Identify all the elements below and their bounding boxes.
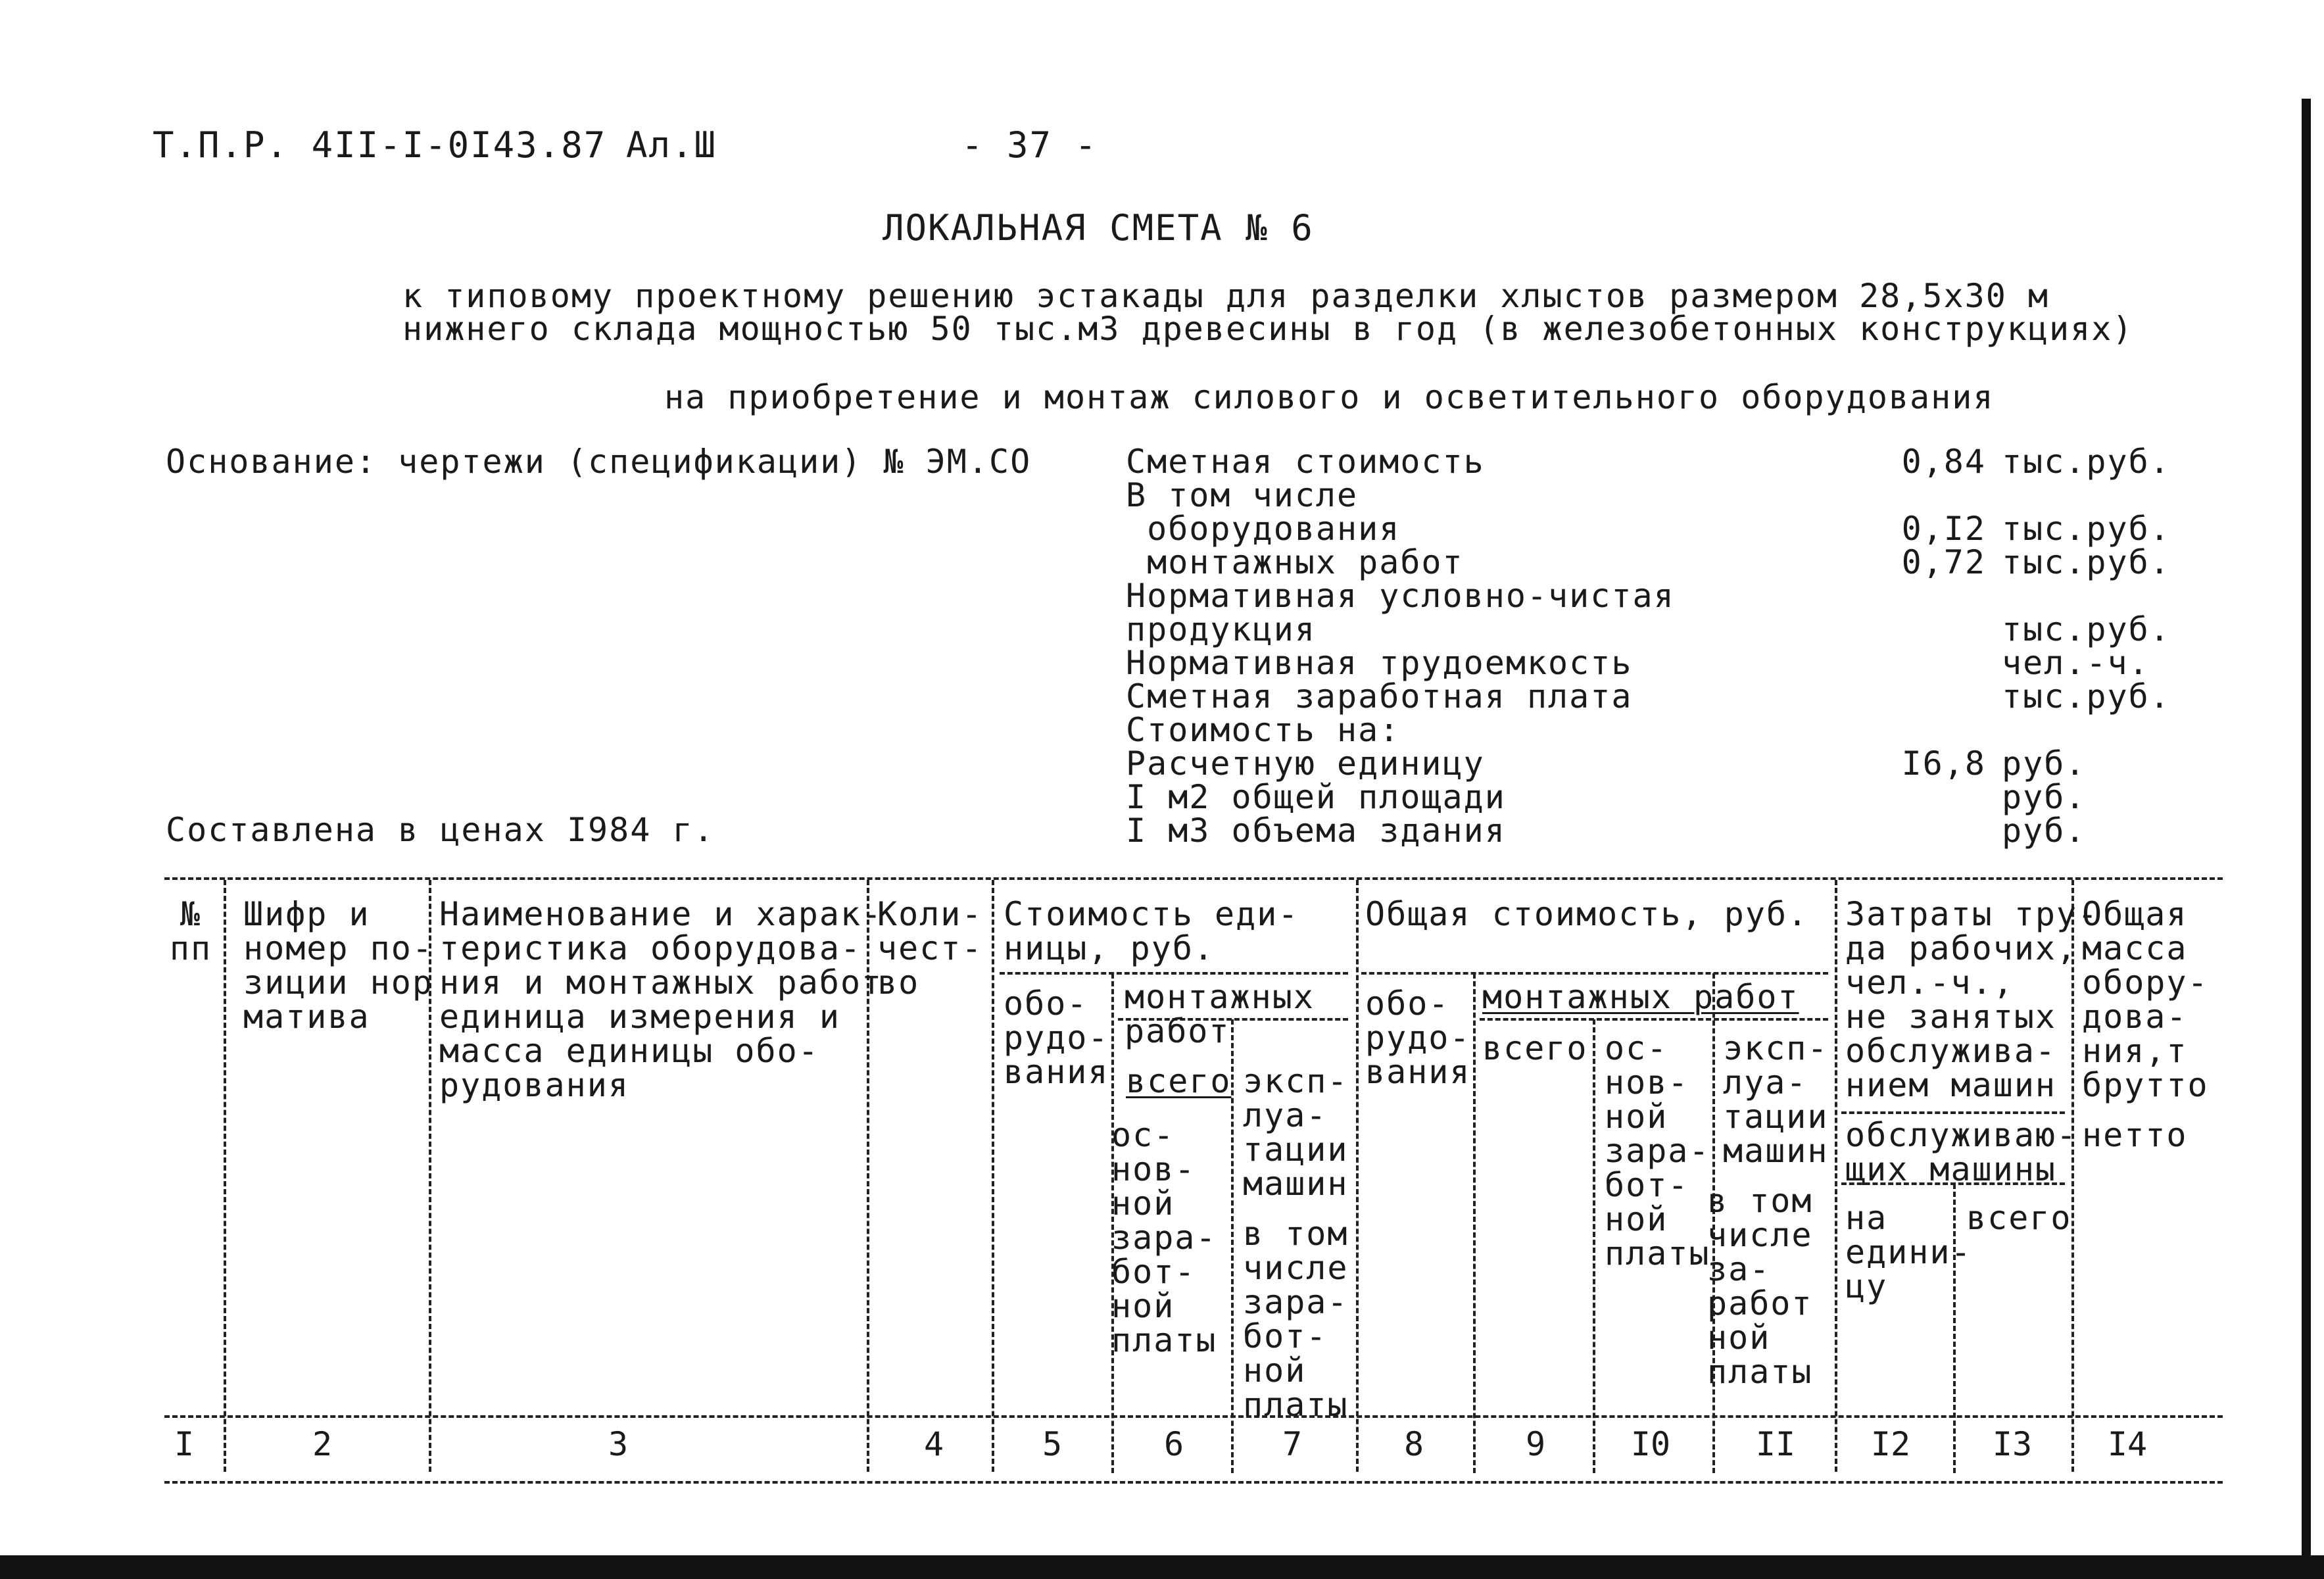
page-right-edge <box>2302 99 2311 1565</box>
col-divider <box>1473 973 1476 1473</box>
group-rule-labor <box>1841 1111 2065 1114</box>
summary-unit: тыс.руб. <box>2002 677 2171 716</box>
album-number: Ал.Ш <box>626 124 717 166</box>
summary-unit: тыс.руб. <box>2002 510 2171 548</box>
summary-unit: тыс.руб. <box>2002 443 2171 481</box>
col-header-12: на едини- цу <box>1845 1199 1972 1305</box>
group-rule-montage-works <box>1480 1018 1828 1021</box>
col-header-6: ос- нов- ной зара- бот- ной платы <box>1111 1116 1217 1359</box>
summary-unit: чел.-ч. <box>2002 644 2150 682</box>
summary-label: Стоимость на: <box>1126 711 1401 749</box>
column-number: II <box>1755 1425 1796 1463</box>
col-divider <box>1593 1019 1595 1473</box>
col-header-labor: Затраты тру- да рабочих, чел.-ч., не занятых обслужива- нием машин <box>1845 895 2099 1104</box>
group-rule-unit-cost <box>1000 972 1348 975</box>
summary-label: Нормативная условно-чистая <box>1126 577 1675 615</box>
summary-value: 0,I2 <box>1901 510 1986 548</box>
column-number: 3 <box>608 1425 629 1463</box>
col-header-8: обо- рудо- вания <box>1365 984 1471 1091</box>
summary-label: Расчетную единицу <box>1126 744 1485 783</box>
column-number: I2 <box>1870 1425 1911 1463</box>
col-divider <box>1356 880 1359 1472</box>
summary-label: Сметная стоимость <box>1126 443 1485 481</box>
col-header-7-sub: в том числе зара- бот- ной платы <box>1243 1215 1349 1424</box>
table-top-rule <box>164 877 2223 880</box>
col-header-14-sub: нетто <box>2082 1116 2188 1154</box>
summary-label: продукция <box>1126 610 1316 648</box>
col-header-6-total: всего <box>1126 1062 1232 1100</box>
summary-label: I м2 общей площади <box>1126 778 1506 816</box>
column-number: 2 <box>312 1425 333 1463</box>
col-header-4: Коли- чест- во <box>877 895 983 1002</box>
basis-text: Основание: чертежи (спецификации) № ЭМ.СО <box>166 443 1032 481</box>
summary-unit: тыс.руб. <box>2002 610 2171 648</box>
col-header-14: Общая масса обору- дова- ния,т брутто <box>2082 895 2209 1104</box>
summary-unit: руб. <box>2002 778 2087 816</box>
document-code: Т.П.Р. 4II-I-0I43.87 <box>153 124 607 166</box>
col-header-2: Шифр и номер по- зиции нор матива <box>243 895 433 1036</box>
group-rule-total-cost <box>1361 972 1828 975</box>
col-header-10: ос- нов- ной зара- бот- ной платы <box>1605 1029 1710 1273</box>
summary-value: 0,84 <box>1901 443 1986 481</box>
summary-label: В том числе <box>1126 476 1359 514</box>
summary-value: I6,8 <box>1901 744 1986 783</box>
page-bottom-edge <box>0 1555 2324 1579</box>
prices-text: Составлена в ценах I984 г. <box>166 811 715 849</box>
col-header-montage-group: монтажных работ <box>1125 978 1315 1050</box>
column-number: 7 <box>1282 1425 1303 1463</box>
column-number: 6 <box>1163 1425 1184 1463</box>
table-header-bottom-rule <box>164 1415 2223 1418</box>
col-header-11: эксп- луа- тации машин <box>1723 1029 1829 1170</box>
column-number: 9 <box>1525 1425 1546 1463</box>
summary-unit: тыс.руб. <box>2002 543 2171 581</box>
col-divider <box>992 880 994 1472</box>
summary-label: Нормативная трудоемкость <box>1126 644 1633 682</box>
column-number: I <box>174 1425 195 1463</box>
col-header-1: № пп <box>169 895 212 967</box>
summary-unit: руб. <box>2002 812 2087 850</box>
column-number: I4 <box>2107 1425 2148 1463</box>
page-number: - 37 - <box>961 124 1098 166</box>
col-header-13: всего <box>1966 1199 2072 1237</box>
title-line-1: к типовому проектному решению эстакады для разделки хлыстов размером 28,5х30 м <box>402 277 2049 315</box>
col-divider <box>1835 880 1837 1472</box>
summary-label: оборудования <box>1126 510 1401 548</box>
summary-label: I м3 объема здания <box>1126 812 1506 850</box>
summary-label: Сметная заработная плата <box>1126 677 1633 716</box>
summary-unit: руб. <box>2002 744 2087 783</box>
title-line-2: нижнего склада мощностью 50 тыс.м3 древесины в год (в железобетонных конструкциях) <box>402 310 2134 348</box>
col-header-5: обо- рудо- вания <box>1004 984 1109 1091</box>
col-header-unit-cost: Стоимость еди- ницы, руб. <box>1004 895 1299 967</box>
col-header-9: всего <box>1482 1029 1588 1067</box>
col-header-7: эксп- луа- тации машин <box>1243 1062 1349 1203</box>
column-number: 5 <box>1042 1425 1063 1463</box>
summary-label: монтажных работ <box>1126 543 1464 581</box>
summary-value: 0,72 <box>1901 543 1986 581</box>
estimate-heading: ЛОКАЛЬНАЯ СМЕТА № 6 <box>883 207 1314 249</box>
col-header-labor-machines: обслуживаю- щих машины <box>1845 1116 2078 1188</box>
col-header-montage-works: монтажных работ <box>1482 978 1799 1016</box>
col-header-11-sub: в том числе за- работ ной платы <box>1707 1182 1813 1391</box>
column-number: 4 <box>923 1425 944 1463</box>
column-number: I0 <box>1630 1425 1671 1463</box>
col-header-total-cost: Общая стоимость, руб. <box>1365 895 1809 933</box>
col-divider <box>1231 1019 1234 1473</box>
title-line-3: на приобретение и монтаж силового и осветительного оборудования <box>664 378 1995 416</box>
column-number: 8 <box>1403 1425 1424 1463</box>
table-bottom-rule <box>164 1481 2223 1484</box>
col-divider <box>224 880 226 1472</box>
col-header-3: Наименование и харак- теристика оборудова- ния и монтажных работ единица измерения и масса единицы обо- рудования <box>439 895 883 1104</box>
column-number: I3 <box>1992 1425 2033 1463</box>
